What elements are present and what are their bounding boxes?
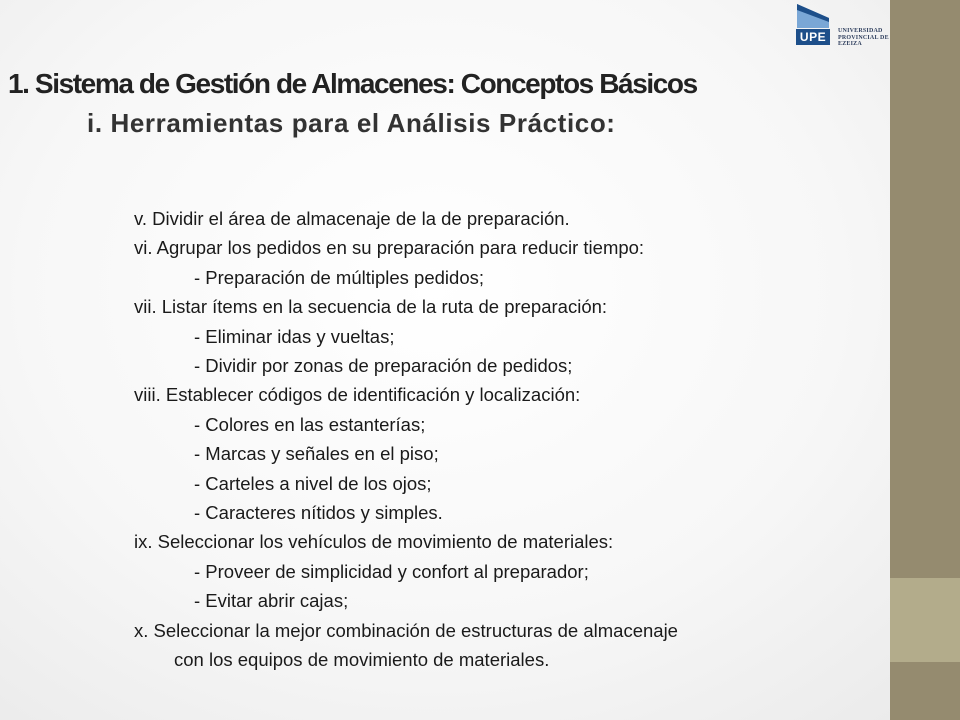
list-item: vii. Listar ítems en la secuencia de la ruta de preparación: — [134, 296, 608, 318]
list-item: v. Dividir el área de almacenaje de la de preparación. — [134, 208, 570, 229]
page-title: 1. Sistema de Gestión de Almacenes: Conceptos Básicos — [8, 68, 697, 99]
sub-list-item: - Dividir por zonas de preparación de pedidos; — [194, 355, 573, 377]
list-item: ix. Seleccionar los vehículos de movimiento de materiales: — [134, 531, 614, 553]
sub-list-item: - Marcas y señales en el piso; — [194, 443, 439, 465]
sidebar-accent-block — [890, 578, 960, 662]
body-text — [134, 204, 874, 675]
page-subtitle: i. Herramientas para el Análisis Práctico: — [87, 108, 616, 138]
list-item: vi. Agrupar los pedidos en su preparación para reducir tiempo: — [134, 237, 645, 259]
sub-list-item: - Caracteres nítidos y simples. — [194, 502, 443, 524]
sub-list-item: - Preparación de múltiples pedidos; — [194, 266, 484, 288]
list-item: x. Seleccionar la mejor combinación de estructuras de almacenaje — [134, 619, 678, 641]
sub-list-item: - Eliminar idas y vueltas; — [194, 325, 395, 347]
university-logo — [793, 2, 891, 52]
list-item-continuation: con los equipos de movimiento de materiales. — [174, 649, 550, 671]
logo-acronym: UPE — [796, 29, 830, 45]
sub-list-item: - Proveer de simplicidad y confort al preparador; — [194, 560, 589, 582]
sub-list-item: - Evitar abrir cajas; — [194, 590, 349, 612]
list-item: viii. Establecer códigos de identificación y localización: — [134, 384, 581, 406]
sub-list-item: - Carteles a nivel de los ojos; — [194, 472, 432, 494]
logo-text: UNIVERSIDAD PROVINCIAL DE EZEIZA — [838, 28, 889, 47]
sub-list-item: - Colores en las estanterías; — [194, 413, 426, 435]
